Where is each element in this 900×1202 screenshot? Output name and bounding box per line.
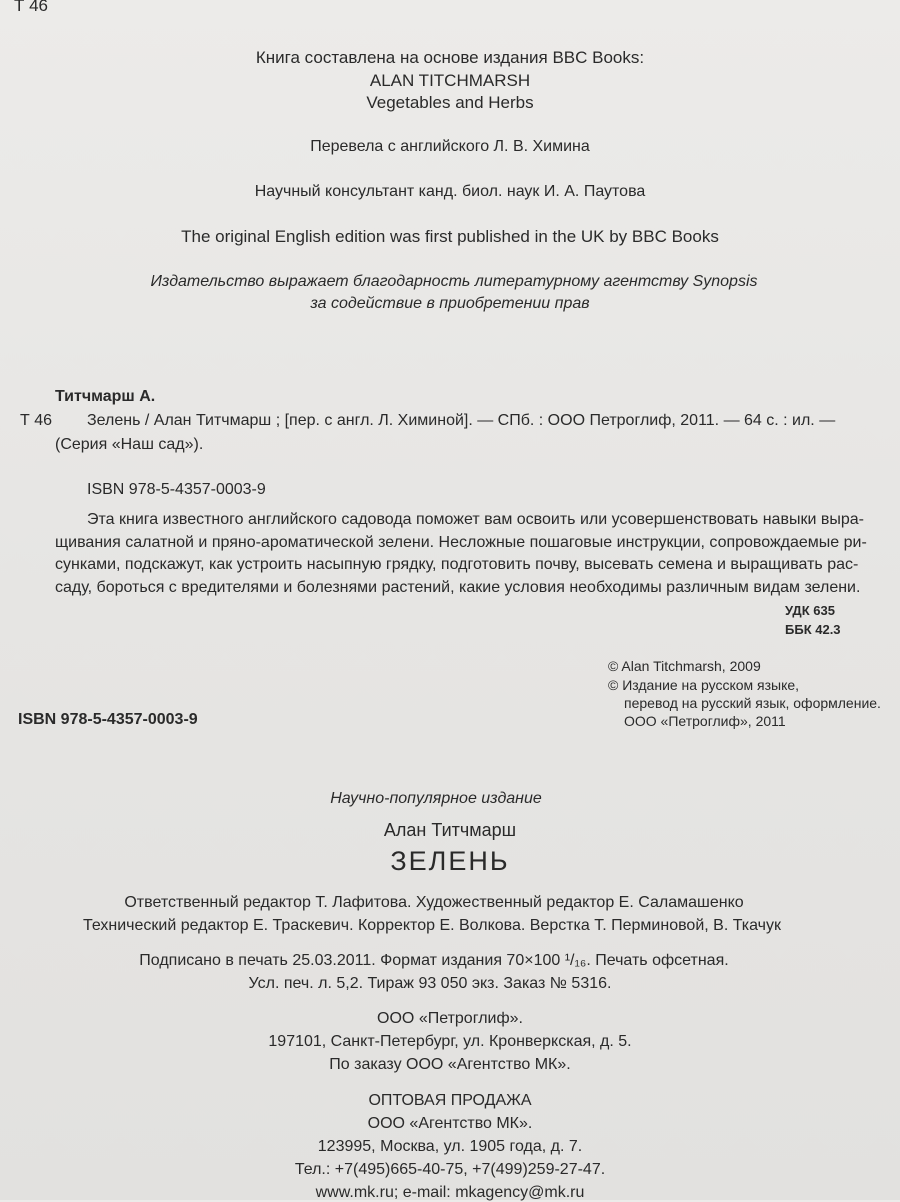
gratitude-line-2: за содействие в приобретении прав xyxy=(310,295,590,312)
publisher-name: ООО «Петроглиф». xyxy=(377,1010,523,1027)
copyright-line-4: ООО «Петроглиф», 2011 xyxy=(624,713,786,729)
wholesale-web: www.mk.ru; e-mail: mkagency@mk.ru xyxy=(315,1184,585,1201)
imprint-title: ЗЕЛЕНЬ xyxy=(390,846,510,876)
annotation xyxy=(55,509,867,599)
biblio-author-heading: Титчмарш А. xyxy=(55,388,156,405)
copyright-line-2: © Издание на русском языке, xyxy=(608,677,800,693)
bbk: ББК 42.3 xyxy=(785,622,841,637)
original-edition-note: The original English edition was first published in the UK by BBC Books xyxy=(181,227,719,246)
annotation-line-4: саду, бороться с вредителями и болезнями растений, какие условия необходимы различным видам зелени. xyxy=(55,578,861,596)
consultant-credit: Научный консультант канд. биол. наук И. А. Паутова xyxy=(254,183,646,200)
annotation-line-3: сунками, подскажут, как устроить насыпную грядку, подготовить почву, высевать семена и выращивать рас- xyxy=(55,556,859,573)
source-author: ALAN TITCHMARSH xyxy=(369,71,531,90)
translator-credit: Перевела с английского Л. В. Химина xyxy=(310,138,590,155)
imprint-author: Алан Титчмарш xyxy=(383,820,517,840)
biblio-isbn: ISBN 978-5-4357-0003-9 xyxy=(87,481,266,498)
gratitude-line-1: Издательство выражает благодарность литературному агентству Synopsis xyxy=(150,273,758,290)
wholesale-company: ООО «Агентство МК». xyxy=(367,1115,533,1132)
wholesale-phones: Тел.: +7(495)665-40-75, +7(499)259-27-47. xyxy=(294,1161,606,1178)
imprint-genre: Научно-популярное издание xyxy=(330,790,542,807)
wholesale-heading: ОПТОВАЯ ПРОДАЖА xyxy=(368,1092,532,1109)
isbn-bold: ISBN 978-5-4357-0003-9 xyxy=(18,711,198,728)
biblio-entry-line-1: Зелень / Алан Титчмарш ; [пер. с англ. Л. Химиной]. — СПб. : ООО Петроглиф, 2011. — 64 с. : ил. — xyxy=(87,412,836,429)
print-line-2: Усл. печ. л. 5,2. Тираж 93 050 экз. Заказ № 5316. xyxy=(248,975,612,992)
annotation-line-1: Эта книга известного английского садовода поможет вам освоить или усовершенствовать навыки выра- xyxy=(87,511,864,528)
biblio-entry-line-2: (Серия «Наш сад»). xyxy=(55,436,204,453)
source-edition-line: Книга составлена на основе издания BBC Books: xyxy=(255,48,645,67)
copyright-line-1: © Alan Titchmarsh, 2009 xyxy=(608,658,761,674)
wholesale-address: 123995, Москва, ул. 1905 года, д. 7. xyxy=(317,1138,583,1155)
annotation-line-2: щивания салатной и пряно-ароматической зелени. Несложные пошаговые инструкции, сопровождаемые ри- xyxy=(55,533,867,551)
publisher-address: 197101, Санкт-Петербург, ул. Кронверкская, д. 5. xyxy=(268,1033,632,1050)
editors-line-1: Ответственный редактор Т. Лафитова. Художественный редактор Е. Саламашенко xyxy=(124,894,744,911)
print-line-1: Подписано в печать 25.03.2011. Формат издания 70×100 ¹/₁₆. Печать офсетная. xyxy=(139,952,729,969)
biblio-code: Т 46 xyxy=(20,412,53,429)
source-title: Vegetables and Herbs xyxy=(366,93,534,112)
copyright-line-3: перевод на русский язык, оформление. xyxy=(624,695,881,711)
editors-line-2: Технический редактор Е. Траскевич. Корректор Е. Волкова. Верстка Т. Перминовой, В. Ткачук xyxy=(82,917,782,934)
udk: УДК 635 xyxy=(785,603,835,618)
page-code: Т 46 xyxy=(14,0,49,15)
order-note: По заказу ООО «Агентство МК». xyxy=(329,1056,571,1073)
